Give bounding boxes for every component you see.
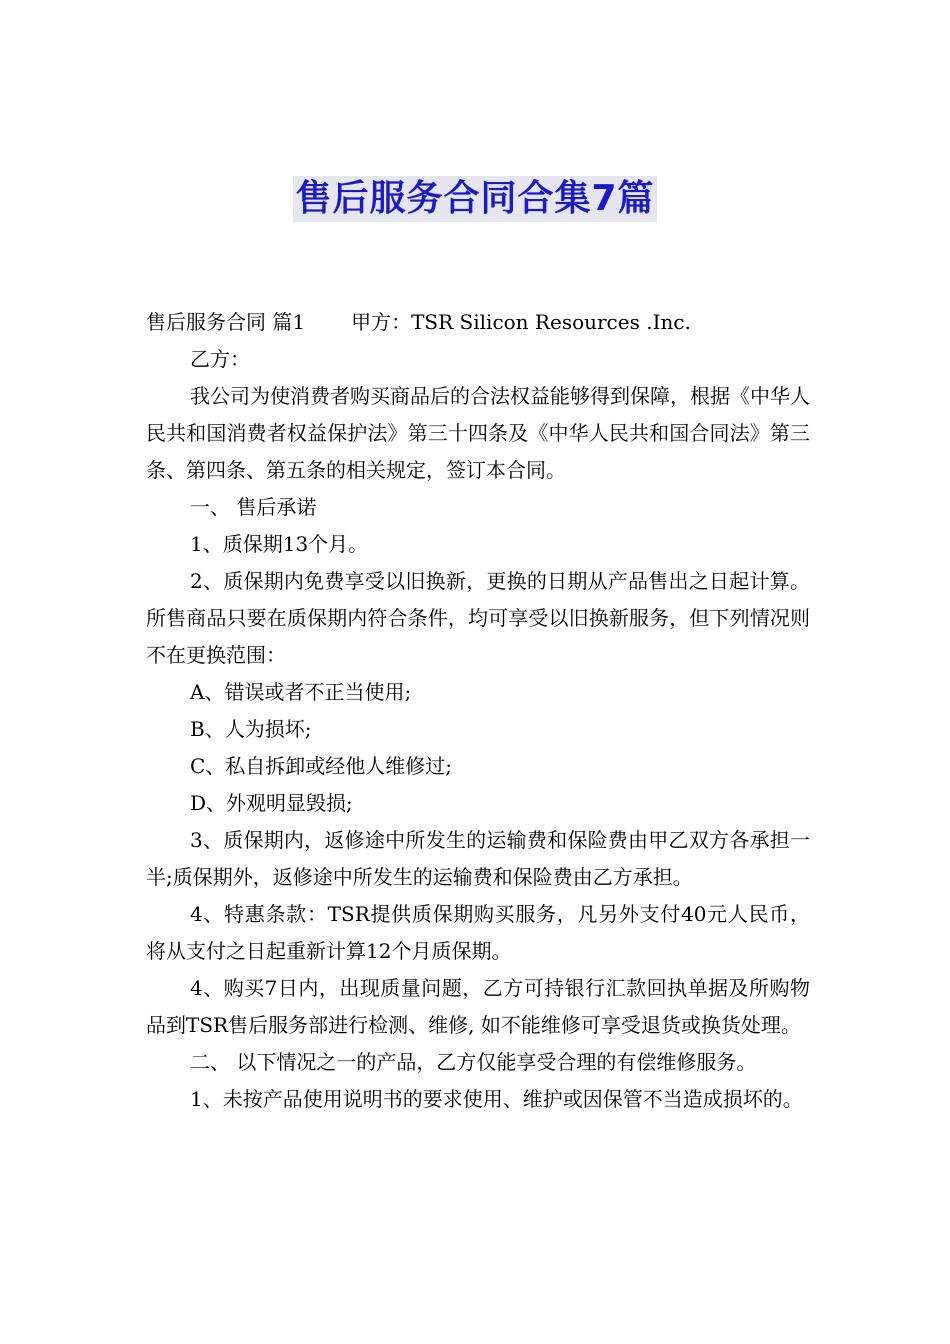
clause-2: 2、质保期内免费享受以旧换新，更换的日期从产品售出之日起计算。所售商品只要在质保期内符合条件，均可享受以旧换新服务，但下列情况则不在更换范围： (146, 569, 810, 667)
exclusion-b: B、人为损坏; (190, 717, 312, 741)
exclusion-a: A、错误或者不正当使用; (190, 680, 412, 704)
document-body (146, 304, 810, 1118)
heading-paragraph (146, 304, 810, 341)
section-2-clause-1: 1、未按产品使用说明书的要求使用、维护或因保管不当造成损坏的。 (190, 1087, 803, 1111)
party-a: 甲方：TSR Silicon Resources .Inc. (351, 310, 691, 334)
party-b: 乙方： (190, 347, 250, 371)
paragraph-intro: 我公司为使消费者购买商品后的合法权益能够得到保障，根据《中华人民共和国消费者权益保护法》第三十四条及《中华人民共和国合同法》第三条、第四条、第五条的相关规定，签订本合同。 (146, 384, 810, 482)
clause-4-return: 4、购买7日内，出现质量问题，乙方可持银行汇款回执单据及所购物品到TSR售后服务部进行检测、维修, 如不能维修可享受退货或换货处理。 (146, 976, 810, 1037)
title-container (0, 176, 950, 222)
contract-heading: 售后服务合同 篇1 (146, 310, 306, 334)
document-title: 售后服务合同合集7篇 (293, 176, 656, 222)
clause-4-special: 4、特惠条款：TSR提供质保期购买服务，凡另外支付40元人民币，将从支付之日起重新计算12个月质保期。 (146, 902, 810, 963)
clause-1: 1、质保期13个月。 (190, 532, 369, 556)
section-heading-2: 二、 以下情况之一的产品，乙方仅能享受合理的有偿维修服务。 (190, 1050, 757, 1074)
exclusion-d: D、外观明显毁损; (190, 791, 353, 815)
clause-3: 3、质保期内，返修途中所发生的运输费和保险费由甲乙双方各承担一半;质保期外，返修途中所发生的运输费和保险费由乙方承担。 (146, 828, 810, 889)
section-heading-1: 一、 售后承诺 (190, 495, 317, 519)
exclusion-c: C、私自拆卸或经他人维修过; (190, 754, 453, 778)
